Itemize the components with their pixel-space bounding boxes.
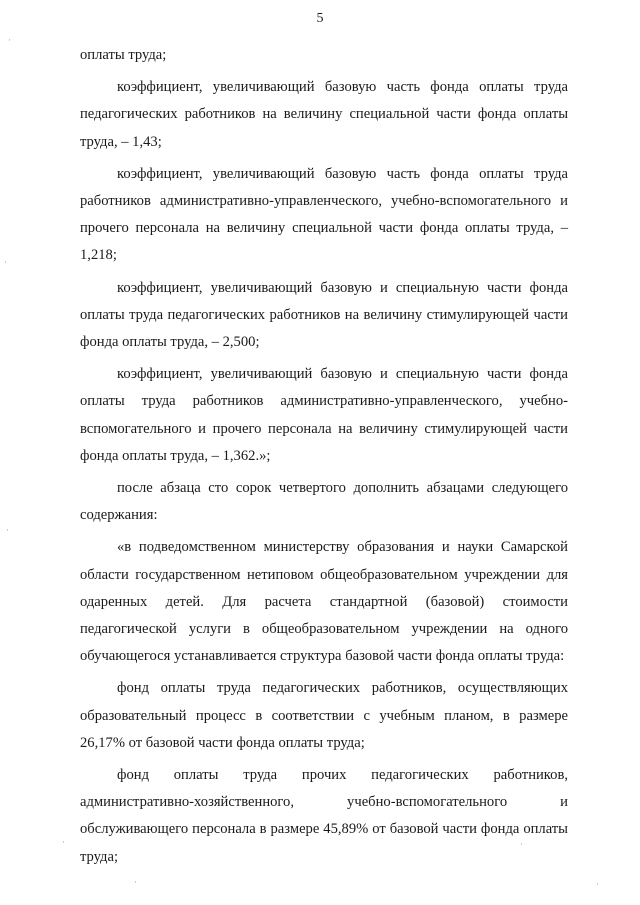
page-number: 5 xyxy=(316,11,324,26)
scan-speck: · xyxy=(4,257,7,267)
paragraph-continuation: оплаты труда; xyxy=(80,47,167,63)
paragraph-fund-other-staff: фонд оплаты труда прочих педагогических работников, административно-хозяйственного, учебно-вспомогательного и обслуживающего персонала в размере 45,89% от базовой части фонда оплаты труда; xyxy=(80,767,568,865)
scan-speck: · xyxy=(6,525,9,535)
scan-speck: · xyxy=(520,839,523,849)
paragraph-quoted-amendment: «в подведомственном министерству образования и науки Самарской области государственном нетиповом общеобразовательном учреждении для одаренных детей. Для расчета стандартной (базовой) стоимости педагогической услуги в общеобразовательном учреждении на одного обучающегося устанавливается структура базовой части фонда оплаты труда: xyxy=(80,539,568,665)
paragraph-coefficient-4: коэффициент, увеличивающий базовую и специальную части фонда оплаты труда работников административно-управленческого, учебно-вспомогательного и прочего персонала на величину стимулирующей части фонда оплаты труда, – 1,362.»; xyxy=(80,366,568,464)
scan-speck: · xyxy=(596,879,599,889)
paragraph-fund-pedagogical: фонд оплаты труда педагогических работников, осуществляющих образовательный процесс в соответствии с учебным планом, в размере 26,17% от базовой части фонда оплаты труда; xyxy=(80,680,568,751)
paragraph-coefficient-2: коэффициент, увеличивающий базовую часть фонда оплаты труда работников административно-управленческого, учебно-вспомогательного и прочего персонала на величину специальной части фонда оплаты труда, – 1,218; xyxy=(80,165,568,264)
scan-speck: · xyxy=(8,35,11,45)
scan-speck: · xyxy=(134,877,137,887)
paragraph-amendment-intro: после абзаца сто сорок четвертого дополнить абзацами следующего содержания: xyxy=(80,480,568,524)
paragraph-coefficient-3: коэффициент, увеличивающий базовую и специальную части фонда оплаты труда педагогических работников на величину стимулирующей части фонда оплаты труда, – 2,500; xyxy=(80,279,568,351)
paragraph-coefficient-1: коэффициент, увеличивающий базовую часть фонда оплаты труда педагогических работников на величину специальной части фонда оплаты труда, – 1,43; xyxy=(80,79,568,150)
document-body xyxy=(80,42,568,871)
scan-speck: · xyxy=(62,837,65,847)
